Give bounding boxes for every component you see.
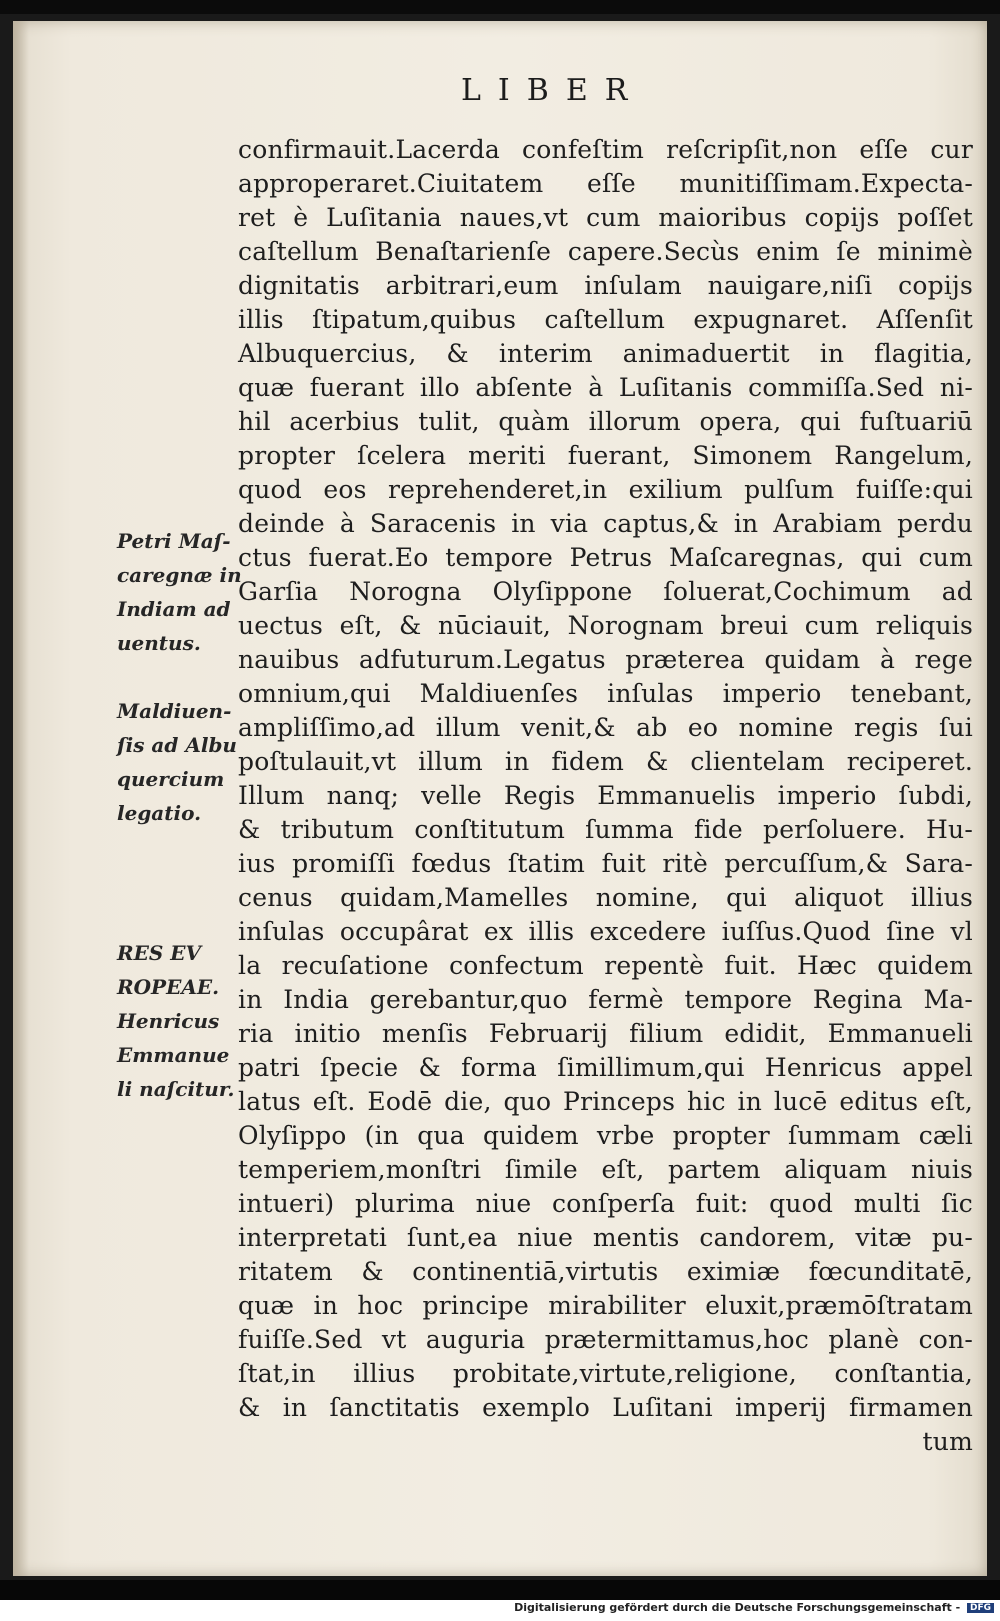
text-line: & tributum conſtitutum ſumma fide perſoluere. Hu- <box>238 815 973 844</box>
marginal-note-mascaregnas <box>117 524 242 660</box>
marginal-note-line: uentus. <box>117 631 201 655</box>
text-line: in India gerebantur,quo fermè tempore Regina Ma- <box>238 985 973 1014</box>
marginal-note-line: quercium <box>117 767 225 791</box>
marginal-note-line: li naſcitur. <box>117 1077 235 1101</box>
text-line: hil acerbius tulit, quàm illorum opera, qui fuſtuariū <box>238 407 973 436</box>
text-line: la recuſatione confectum repentè fuit. Hæc quidem <box>238 951 973 980</box>
body-text <box>238 133 973 1459</box>
text-line: ſtat,in illius probitate,virtute,religione, conſtantia, <box>238 1359 973 1388</box>
text-line: inſulas occupârat ex illis excedere iuſſus.Quod ſine vl <box>238 917 973 946</box>
text-line: cenus quidam,Mamelles nomine, qui aliquot illius <box>238 883 973 912</box>
marginal-note-line: Emmanue <box>117 1043 230 1067</box>
marginal-note-line: Indiam ad <box>117 597 231 621</box>
text-line: latus eſt. Eodē die, quo Princeps hic in lucē editus eſt, <box>238 1087 973 1116</box>
text-line: quod eos reprehenderet,in exilium pulſum fuiſſe:qui <box>238 475 973 504</box>
text-line: confirmauit.Lacerda confeſtim reſcripſit,non eſſe cur <box>238 135 973 164</box>
dfg-logo: DFG <box>967 1603 994 1613</box>
marginal-note-line: legatio. <box>117 801 202 825</box>
text-line: illis ſtipatum,quibus caſtellum expugnaret. Aſſenſit <box>238 305 973 334</box>
marginal-note-henricus-birth <box>117 936 234 1106</box>
text-line: dignitatis arbitrari,eum inſulam nauigare,niſi copijs <box>238 271 973 300</box>
marginal-note-line: RES EV <box>117 941 202 965</box>
text-line: quæ fuerant illo abſente à Luſitanis commiſſa.Sed ni- <box>238 373 973 402</box>
text-line: interpretati ſunt,ea niue mentis candorem, vitæ pu- <box>238 1223 973 1252</box>
text-line: Olyſippo (in qua quidem vrbe propter ſummam cæli <box>238 1121 973 1150</box>
credit-text: Digitalisierung gefördert durch die Deutsche Forschungsgemeinschaft <box>514 1601 952 1614</box>
marginal-note-line: caregnæ in <box>117 563 242 587</box>
text-line: fuiſſe.Sed vt auguria prætermittamus,hoc planè con- <box>238 1325 973 1354</box>
marginal-note-line: Petri Maſ- <box>117 529 231 553</box>
text-line: quæ in hoc principe mirabiliter eluxit,præmōſtratam <box>238 1291 973 1320</box>
text-line: ritatem & continentiā,virtutis eximiæ fœcunditatē, <box>238 1257 973 1286</box>
text-line: omnium,qui Maldiuenſes inſulas imperio tenebant, <box>238 679 973 708</box>
book-page <box>13 21 987 1576</box>
marginal-note-line: ROPEAE. <box>117 975 220 999</box>
text-line: caſtellum Benaſtarienſe capere.Secùs enim ſe minimè <box>238 237 973 266</box>
text-line: intueri) plurima niue conſperſa fuit: quod multi ſic <box>238 1189 973 1218</box>
text-line: & in ſanctitatis exemplo Luſitani imperij firmamen <box>238 1393 973 1422</box>
running-head: LIBER <box>461 73 645 108</box>
marginal-note-line: Henricus <box>117 1009 220 1033</box>
text-line: uectus eſt, & nūciauit, Norognam breui cum reliquis <box>238 611 973 640</box>
text-line: tum <box>922 1427 973 1456</box>
bottom-scan-border <box>0 1580 1000 1600</box>
text-line: ctus fuerat.Eo tempore Petrus Maſcaregnas, qui cum <box>238 543 973 572</box>
marginal-note-maldivian-embassy <box>117 694 237 830</box>
digitization-credit: Digitalisierung gefördert durch die Deutsche Forschungsgemeinschaft - DFG <box>514 1601 994 1614</box>
text-line: ret è Luſitania naues,vt cum maioribus copijs poſſet <box>238 203 973 232</box>
text-line: ria initio menſis Februarij filium edidit, Emmanueli <box>238 1019 973 1048</box>
text-line: temperiem,monſtri ſimile eſt, partem aliquam niuis <box>238 1155 973 1184</box>
text-line: Illum nanq; velle Regis Emmanuelis imperio ſubdi, <box>238 781 973 810</box>
text-line: Garſia Norogna Olyſippone ſoluerat,Cochimum ad <box>238 577 973 606</box>
text-line: nauibus adfuturum.Legatus præterea quidam à rege <box>238 645 973 674</box>
text-line: poſtulauit,vt illum in fidem & clientelam reciperet. <box>238 747 973 776</box>
text-line: Albuquercius, & interim animaduertit in flagitia, <box>238 339 973 368</box>
text-line: deinde à Saracenis in via captus,& in Arabiam perdu <box>238 509 973 538</box>
marginal-note-line: ſis ad Albu <box>117 733 237 757</box>
text-line: ampliſſimo,ad illum venit,& ab eo nomine regis ſui <box>238 713 973 742</box>
marginal-note-line: Maldiuen- <box>117 699 232 723</box>
text-line: ius promiſſi fœdus ſtatim fuit ritè percuſſum,& Sara- <box>238 849 973 878</box>
page-gutter-shadow <box>13 21 29 1576</box>
text-line: approperaret.Ciuitatem eſſe munitiſſimam.Expecta- <box>238 169 973 198</box>
text-line: propter ſcelera meriti fuerant, Simonem Rangelum, <box>238 441 973 470</box>
text-line: patri ſpecie & forma ſimillimum,qui Henricus appel <box>238 1053 973 1082</box>
